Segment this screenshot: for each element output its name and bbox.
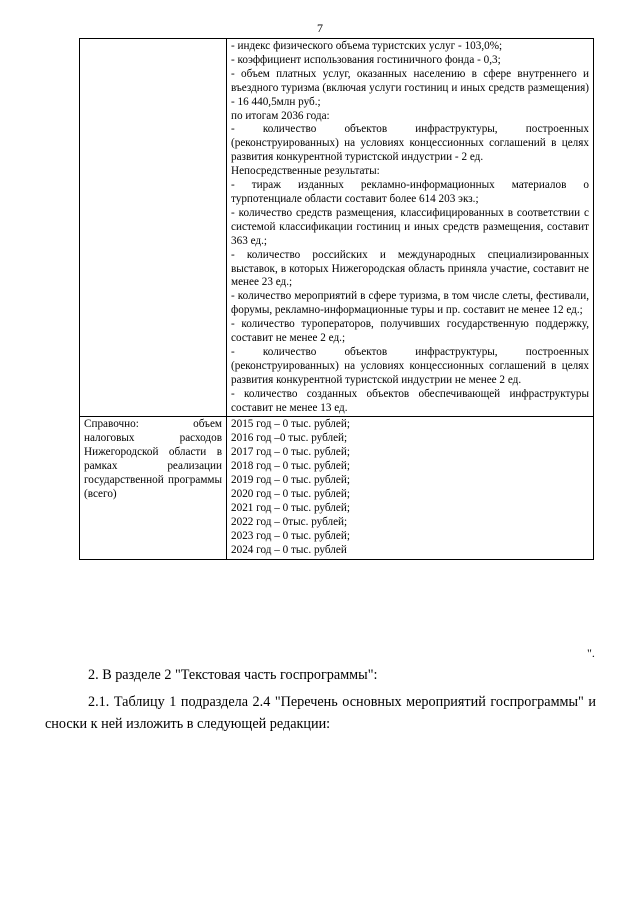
result-item: - объем платных услуг, оказанных населению в сфере внутреннего и въездного туризма (включая услуги гостиниц и иных средств размещения) - 16 440,5млн руб.; xyxy=(231,67,589,108)
row1-left-cell xyxy=(80,39,227,417)
page-number: 7 xyxy=(317,21,323,35)
result-item: - количество средств размещения, классифицированных в соответствии с системой классификации гостиниц и иных средств размещения, составит 363 ед.; xyxy=(231,206,589,247)
year-line: 2017 год – 0 тыс. рублей; xyxy=(231,446,350,459)
year-line: 2015 год – 0 тыс. рублей; xyxy=(231,418,350,431)
result-item: - количество туроператоров, получивших государственную поддержку, составит не менее 2 ед.; xyxy=(231,318,589,345)
body-paragraph: 2. В разделе 2 "Текстовая часть госпрограммы": xyxy=(88,667,378,683)
body-paragraph: 2.1. Таблицу 1 подраздела 2.4 "Перечень основных мероприятий госпрограммы" и сноски к ней изложить в следующей редакции: xyxy=(45,694,596,732)
result-subheading: по итогам 2036 года: xyxy=(231,109,330,122)
table-row xyxy=(80,417,594,559)
passport-table xyxy=(79,38,594,560)
result-item: - коэффициент использования гостиничного фонда - 0,3; xyxy=(231,53,501,66)
row2-left-cell: Справочно: объем налоговых расходов Нижегородской области в рамках реализации государственной программы (всего) xyxy=(80,417,227,559)
year-line: 2022 год – 0тыс. рублей; xyxy=(231,515,348,528)
row1-right-cell xyxy=(227,39,594,417)
year-line: 2023 год – 0 тыс. рублей; xyxy=(231,529,350,542)
result-item: - количество российских и международных специализированных выставок, в которых Нижегородская область приняла участие, составит не менее 23 ед.; xyxy=(231,248,589,289)
result-item: - индекс физического объема туристских услуг - 103,0%; xyxy=(231,40,503,52)
result-item: - количество созданных объектов обеспечивающей инфраструктуры составит не менее 13 ед. xyxy=(231,387,589,414)
result-item: - тираж изданных рекламно-информационных материалов о турпотенциале области составит более 614 203 экз.; xyxy=(231,179,589,205)
year-line: 2019 год – 0 тыс. рублей; xyxy=(231,474,350,487)
year-line: 2018 год – 0 тыс. рублей; xyxy=(231,460,350,473)
year-line: 2016 год –0 тыс. рублей; xyxy=(231,432,348,445)
result-item: - количество объектов инфраструктуры, построенных (реконструированных) на условиях концессионных соглашений в целях развития конкурентной туристской индустрии - 2 ед. xyxy=(231,123,589,164)
table-row xyxy=(80,39,594,417)
result-item: - количество объектов инфраструктуры, построенных (реконструированных) на условиях концессионных соглашений в целях развития конкурентной туристской индустрии не менее 2 ед. xyxy=(231,345,589,386)
year-line: 2020 год – 0 тыс. рублей; xyxy=(231,488,350,500)
year-line: 2021 год – 0 тыс. рублей; xyxy=(231,501,350,514)
closing-quote: ". xyxy=(587,646,595,660)
result-item: - количество мероприятий в сфере туризма, в том числе слеты, фестивали, форумы, рекламно-информационные туры и пр. составит не менее 12 ед.; xyxy=(231,290,589,317)
year-line: 2024 год – 0 тыс. рублей xyxy=(231,543,347,556)
result-subheading: Непосредственные результаты: xyxy=(231,165,380,178)
row2-right-cell xyxy=(227,417,594,559)
